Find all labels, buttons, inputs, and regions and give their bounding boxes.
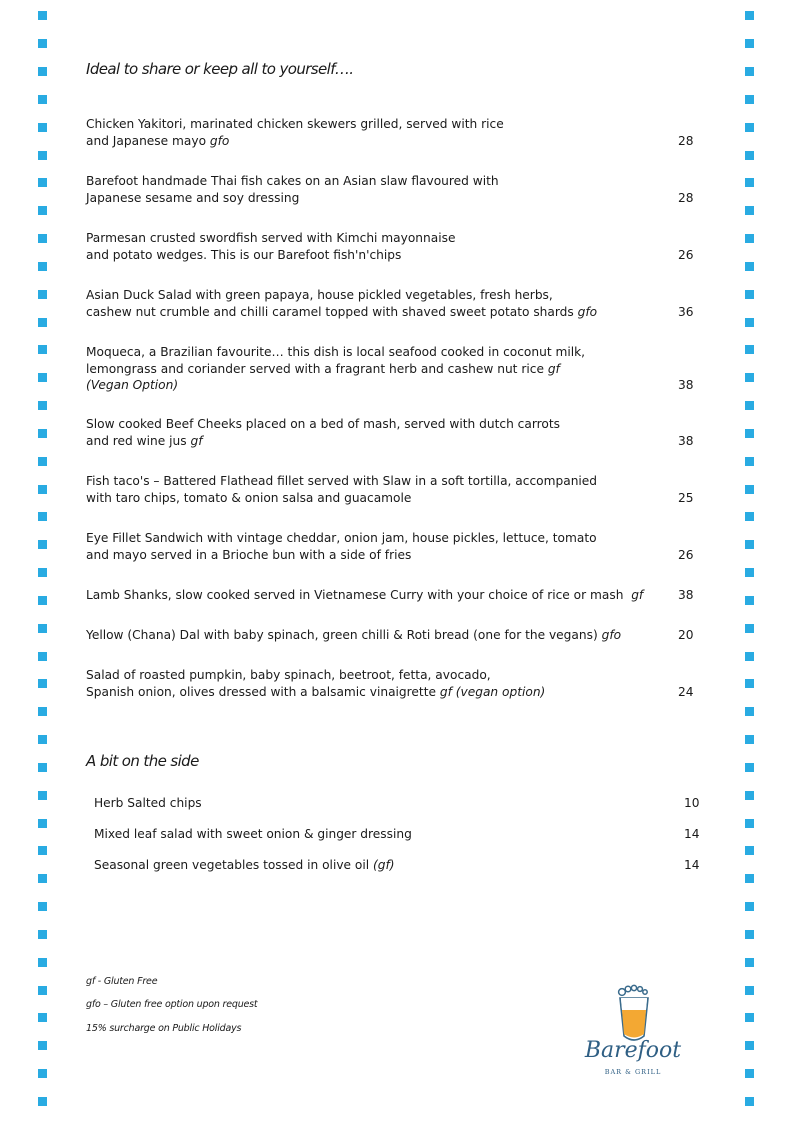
border-dot — [38, 930, 47, 939]
item-price: 28 — [678, 133, 694, 148]
left-dot-border — [38, 0, 48, 1122]
item-tag: gfo — [209, 133, 230, 148]
border-dot — [38, 540, 47, 549]
section-heading-sides: A bit on the side — [86, 752, 199, 770]
item-tag: gf — [547, 361, 560, 376]
border-dot — [745, 930, 754, 939]
border-dot — [745, 735, 754, 744]
menu-item — [86, 230, 706, 263]
border-dot — [38, 763, 47, 772]
border-dot — [38, 986, 47, 995]
border-dot — [745, 262, 754, 271]
item-line2: Spanish onion, olives dressed with a balsamic vinaigrette — [86, 684, 440, 699]
border-dot — [38, 1013, 47, 1022]
border-dot — [38, 67, 47, 76]
border-dot — [38, 846, 47, 855]
border-dot — [745, 791, 754, 800]
border-dot — [38, 429, 47, 438]
menu-item — [86, 173, 706, 206]
border-dot — [38, 568, 47, 577]
item-line1: Yellow (Chana) Dal with baby spinach, green chilli & Roti bread (one for the vegans) — [86, 628, 602, 642]
side-item — [94, 796, 704, 810]
menu-item — [86, 116, 706, 149]
border-dot — [745, 318, 754, 327]
item-tag: gfo — [577, 304, 598, 319]
item-line3: (Vegan Option) — [86, 378, 179, 392]
border-dot — [745, 485, 754, 494]
border-dot — [38, 596, 47, 605]
border-dot — [38, 206, 47, 215]
border-dot — [745, 39, 754, 48]
section-heading-shared: Ideal to share or keep all to yourself…. — [86, 60, 354, 78]
border-dot — [38, 373, 47, 382]
menu-item — [86, 667, 706, 700]
border-dot — [745, 123, 754, 132]
border-dot — [745, 151, 754, 160]
menu-item — [86, 344, 706, 394]
border-dot — [745, 401, 754, 410]
item-price: 28 — [678, 190, 694, 205]
item-tag: gfo — [601, 628, 622, 642]
border-dot — [38, 679, 47, 688]
item-tag: gf — [190, 433, 203, 448]
item-price: 26 — [678, 547, 694, 562]
side-name: Mixed leaf salad with sweet onion & ginger dressing — [94, 827, 412, 841]
border-dot — [745, 95, 754, 104]
border-dot — [745, 540, 754, 549]
border-dot — [38, 290, 47, 299]
border-dot — [745, 234, 754, 243]
border-dot — [745, 373, 754, 382]
footnote-surcharge: 15% surcharge on Public Holidays — [86, 1023, 242, 1034]
logo-wordmark: Barefoot — [584, 1038, 682, 1063]
border-dot — [38, 874, 47, 883]
footnote-gfo: gfo – Gluten free option upon request — [86, 999, 258, 1010]
item-price: 26 — [678, 247, 694, 262]
item-line2: and red wine jus — [86, 433, 191, 448]
item-line2: Japanese sesame and soy dressing — [86, 190, 300, 205]
menu-item — [86, 587, 706, 604]
item-line1: Salad of roasted pumpkin, baby spinach, beetroot, fetta, avocado, — [86, 668, 491, 682]
item-price: 24 — [678, 684, 694, 699]
logo-subtitle: BAR & GRILL — [604, 1068, 662, 1076]
item-line1: Chicken Yakitori, marinated chicken skewers grilled, served with rice — [86, 117, 504, 131]
item-tag: gf — [631, 588, 644, 602]
border-dot — [745, 1069, 754, 1078]
barefoot-logo — [578, 980, 688, 1088]
item-price: 38 — [678, 433, 694, 448]
menu-item — [86, 627, 706, 644]
item-line1: Fish taco's – Battered Flathead fillet served with Slaw in a soft tortilla, accompanied — [86, 474, 598, 488]
border-dot — [745, 206, 754, 215]
right-dot-border — [745, 0, 755, 1122]
border-dot — [38, 1097, 47, 1106]
border-dot — [38, 707, 47, 716]
border-dot — [745, 624, 754, 633]
side-price: 14 — [684, 858, 700, 872]
item-line2: with taro chips, tomato & onion salsa and guacamole — [86, 490, 412, 505]
item-line1: Slow cooked Beef Cheeks placed on a bed of mash, served with dutch carrots — [86, 417, 560, 431]
side-tag: (gf) — [373, 858, 395, 872]
border-dot — [38, 512, 47, 521]
border-dot — [745, 457, 754, 466]
item-line2: lemongrass and coriander served with a fragrant herb and cashew nut rice — [86, 361, 548, 376]
menu-item — [86, 530, 706, 563]
border-dot — [745, 846, 754, 855]
border-dot — [745, 290, 754, 299]
border-dot — [38, 958, 47, 967]
border-dot — [38, 151, 47, 160]
item-line1: Asian Duck Salad with green papaya, house pickled vegetables, fresh herbs, — [86, 288, 553, 302]
item-line2: cashew nut crumble and chilli caramel topped with shaved sweet potato shards — [86, 304, 578, 319]
border-dot — [745, 1013, 754, 1022]
border-dot — [38, 39, 47, 48]
border-dot — [38, 457, 47, 466]
menu-item — [86, 287, 706, 320]
side-name: Herb Salted chips — [94, 796, 202, 810]
footnote-gf: gf - Gluten Free — [86, 976, 158, 987]
item-price: 25 — [678, 490, 694, 505]
border-dot — [745, 178, 754, 187]
side-price: 10 — [684, 796, 700, 810]
item-line1: Lamb Shanks, slow cooked served in Vietnamese Curry with your choice of rice or mash — [86, 588, 632, 602]
border-dot — [745, 819, 754, 828]
border-dot — [38, 1041, 47, 1050]
item-price: 20 — [678, 628, 694, 642]
border-dot — [745, 1097, 754, 1106]
item-price: 38 — [678, 378, 694, 392]
border-dot — [745, 429, 754, 438]
border-dot — [38, 234, 47, 243]
border-dot — [745, 958, 754, 967]
border-dot — [38, 95, 47, 104]
item-tag: gf (vegan option) — [439, 684, 546, 699]
border-dot — [38, 345, 47, 354]
item-line2: and potato wedges. This is our Barefoot fish'n'chips — [86, 247, 402, 262]
item-price: 38 — [678, 588, 694, 602]
side-item — [94, 858, 704, 872]
border-dot — [745, 1041, 754, 1050]
item-line1: Eye Fillet Sandwich with vintage cheddar, onion jam, house pickles, lettuce, tomato — [86, 531, 597, 545]
border-dot — [745, 596, 754, 605]
item-line1: Barefoot handmade Thai fish cakes on an Asian slaw flavoured with — [86, 174, 499, 188]
menu-item — [86, 473, 706, 506]
border-dot — [38, 178, 47, 187]
border-dot — [38, 624, 47, 633]
item-line2: and mayo served in a Brioche bun with a side of fries — [86, 547, 412, 562]
border-dot — [38, 652, 47, 661]
item-line1: Parmesan crusted swordfish served with Kimchi mayonnaise — [86, 231, 456, 245]
border-dot — [745, 707, 754, 716]
border-dot — [38, 123, 47, 132]
border-dot — [745, 11, 754, 20]
border-dot — [745, 986, 754, 995]
side-item — [94, 827, 704, 841]
border-dot — [745, 679, 754, 688]
border-dot — [38, 791, 47, 800]
border-dot — [38, 262, 47, 271]
menu-item — [86, 416, 706, 449]
border-dot — [745, 763, 754, 772]
side-name: Seasonal green vegetables tossed in olive oil — [94, 858, 374, 872]
border-dot — [38, 902, 47, 911]
side-price: 14 — [684, 827, 700, 841]
border-dot — [38, 819, 47, 828]
border-dot — [38, 1069, 47, 1078]
border-dot — [38, 735, 47, 744]
item-price: 36 — [678, 304, 694, 319]
border-dot — [745, 568, 754, 577]
border-dot — [745, 512, 754, 521]
border-dot — [38, 485, 47, 494]
border-dot — [38, 401, 47, 410]
border-dot — [745, 345, 754, 354]
item-line1: Moqueca, a Brazilian favourite… this dish is local seafood cooked in coconut milk, — [86, 345, 586, 359]
border-dot — [745, 652, 754, 661]
border-dot — [38, 11, 47, 20]
border-dot — [745, 902, 754, 911]
border-dot — [745, 874, 754, 883]
border-dot — [38, 318, 47, 327]
item-line2: and Japanese mayo — [86, 133, 210, 148]
border-dot — [745, 67, 754, 76]
